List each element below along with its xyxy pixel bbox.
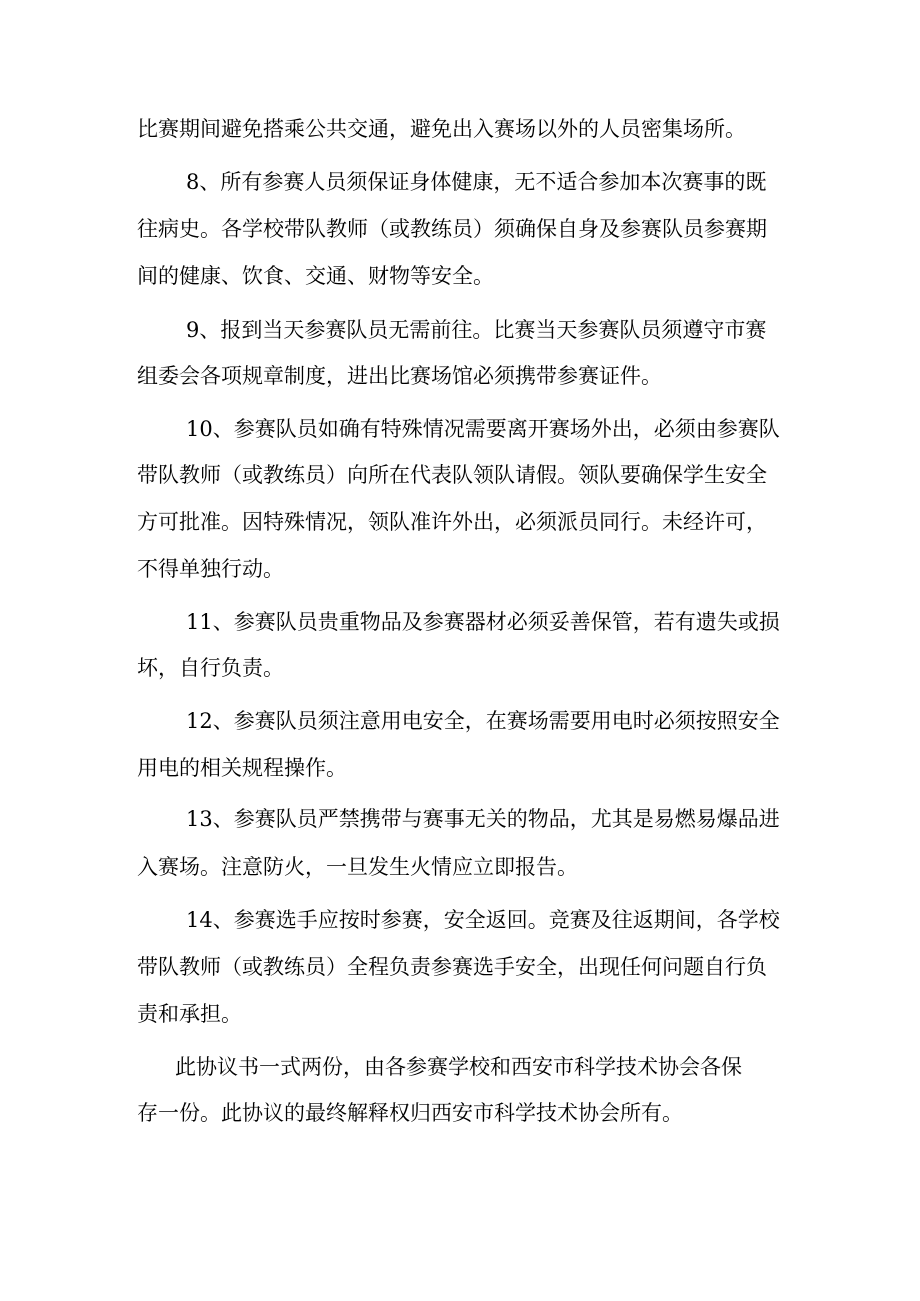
text-line: 用电的相关规程操作。 bbox=[137, 756, 347, 780]
text-line: 存一份。此协议的最终解释权归西安市科学技术协会所有。 bbox=[137, 1101, 683, 1125]
text-line: 10、参赛队员如确有特殊情况需要离开赛场外出，必须由参赛队 bbox=[186, 417, 780, 441]
text-line: 带队教师（或教练员）向所在代表队领队请假。领队要确保学生安全 bbox=[137, 463, 767, 487]
text-line: 11、参赛队员贵重物品及参赛器材必须妥善保管，若有遗失或损 bbox=[186, 610, 780, 634]
text-line: 12、参赛队员须注意用电安全，在赛场需要用电时必须按照安全 bbox=[186, 709, 780, 733]
text-line: 坏，自行负责。 bbox=[137, 656, 284, 680]
text-line: 入赛场。注意防火，一旦发生火情应立即报告。 bbox=[137, 855, 578, 879]
text-line: 比赛期间避免搭乘公共交通，避免出入赛场以外的人员密集场所。 bbox=[137, 117, 746, 141]
text-line: 间的健康、饮食、交通、财物等安全。 bbox=[137, 264, 494, 288]
text-line: 责和承担。 bbox=[137, 1002, 242, 1026]
text-line: 8、所有参赛人员须保证身体健康，无不适合参加本次赛事的既 bbox=[186, 170, 767, 194]
text-line: 不得单独行动。 bbox=[137, 557, 284, 581]
text-line: 14、参赛选手应按时参赛，安全返回。竞赛及往返期间，各学校 bbox=[186, 908, 780, 932]
text-line: 组委会各项规章制度，进出比赛场馆必须携带参赛证件。 bbox=[137, 364, 662, 388]
text-line: 此协议书一式两份，由各参赛学校和西安市科学技术协会各保 bbox=[175, 1055, 742, 1079]
text-line: 9、报到当天参赛队员无需前往。比赛当天参赛队员须遵守市赛 bbox=[186, 318, 767, 342]
text-line: 13、参赛队员严禁携带与赛事无关的物品，尤其是易燃易爆品进 bbox=[186, 807, 780, 831]
text-line: 往病史。各学校带队教师（或教练员）须确保自身及参赛队员参赛期 bbox=[137, 217, 767, 241]
text-line: 方可批准。因特殊情况，领队准许外出，必须派员同行。未经许可， bbox=[137, 510, 767, 534]
text-line: 带队教师（或教练员）全程负责参赛选手安全，出现任何问题自行负 bbox=[137, 955, 767, 979]
